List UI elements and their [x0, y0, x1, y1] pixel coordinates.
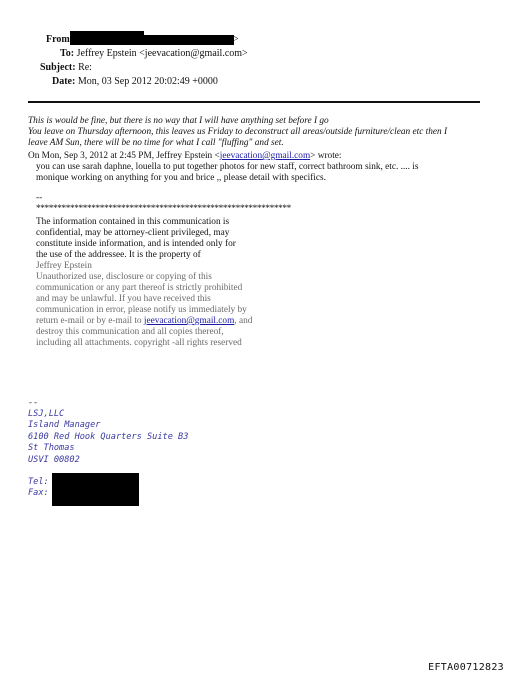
- quoted-body: [36, 162, 496, 184]
- notice-line: [36, 316, 336, 327]
- tel-label: Tel:: [28, 477, 49, 487]
- quote-intro: [28, 151, 342, 162]
- from-row: [46, 34, 70, 46]
- quote-intro-end: > wrote:: [310, 151, 342, 161]
- signature-role: Island Manager: [28, 420, 101, 431]
- quoted-line: monique working on anything for you and brice ,, please detail with specifics.: [36, 173, 326, 183]
- notice-line: Jeffrey Epstein: [36, 261, 92, 271]
- signature-address: St Thomas: [28, 443, 75, 454]
- notice-line: confidential, may be attorney-client privileged, may: [36, 228, 230, 238]
- stars-divider: ************************************************************: [36, 204, 291, 214]
- notice-line: Unauthorized use, disclosure or copying of this: [36, 272, 212, 282]
- reply-text: [28, 116, 490, 149]
- date-label: Date:: [52, 76, 76, 87]
- reply-line: leave AM Sun, there will be no time for what I call "fluffing" and set.: [28, 138, 284, 148]
- notice-text: , and: [234, 316, 253, 326]
- email-link[interactable]: jeevacation@gmail.com: [143, 316, 235, 326]
- notice-line: destroy this communication and all copies thereof,: [36, 327, 224, 337]
- notice-text: return e-mail or by e-mail to: [36, 316, 144, 326]
- subject-row: [40, 62, 92, 74]
- signature-dashes: --: [28, 398, 39, 408]
- signature-address: 6100 Red Hook Quarters Suite B3: [28, 431, 189, 442]
- confidentiality-notice: [36, 217, 336, 349]
- from-label: From: [46, 34, 70, 45]
- date-row: [52, 76, 218, 88]
- subject-label: Subject:: [40, 62, 76, 73]
- notice-line: the use of the addressee. It is the property of: [36, 250, 201, 260]
- quote-intro-text: On Mon, Sep 3, 2012 at 2:45 PM, Jeffrey Epstein <: [28, 151, 220, 161]
- redaction-block: [70, 31, 144, 45]
- notice-line: communication or any part thereof is strictly prohibited: [36, 283, 243, 293]
- to-value: Jeffrey Epstein <jeevacation@gmail.com>: [76, 48, 248, 59]
- subject-value: Re:: [78, 62, 92, 73]
- fax-label: Fax:: [28, 488, 49, 499]
- header-divider: [28, 101, 480, 103]
- signature-address: USVI 00802: [28, 454, 80, 465]
- quoted-dashes: --: [36, 193, 43, 203]
- email-link[interactable]: jeevacation@gmail.com: [219, 151, 311, 161]
- notice-line: communication in error, please notify us immediately by: [36, 305, 247, 315]
- redaction-block: [144, 35, 234, 45]
- notice-line: The information contained in this communication is: [36, 217, 230, 227]
- notice-line: and may be unlawful. If you have received this: [36, 294, 211, 304]
- date-value: Mon, 03 Sep 2012 20:02:49 +0000: [77, 76, 218, 87]
- from-trailing: >: [233, 34, 239, 45]
- reply-line: You leave on Thursday afternoon, this leaves us Friday to deconstruct all areas/outside furniture/clean etc then I: [28, 127, 448, 137]
- notice-line: constitute inside information, and is intended only for: [36, 239, 236, 249]
- notice-line: including all attachments. copyright -all rights reserved: [36, 338, 242, 348]
- quoted-line: you can use sarah daphne, louella to put together photos for new staff, correct bathroom sink, etc. .... is: [36, 162, 419, 172]
- signature-company: LSJ,LLC: [28, 409, 65, 419]
- document-id: EFTA00712823: [428, 662, 504, 673]
- to-label: To:: [60, 48, 75, 59]
- redaction-block: [52, 473, 139, 506]
- to-row: [60, 48, 248, 60]
- reply-line: This is would be fine, but there is no way that I will have anything set before I go: [28, 116, 329, 126]
